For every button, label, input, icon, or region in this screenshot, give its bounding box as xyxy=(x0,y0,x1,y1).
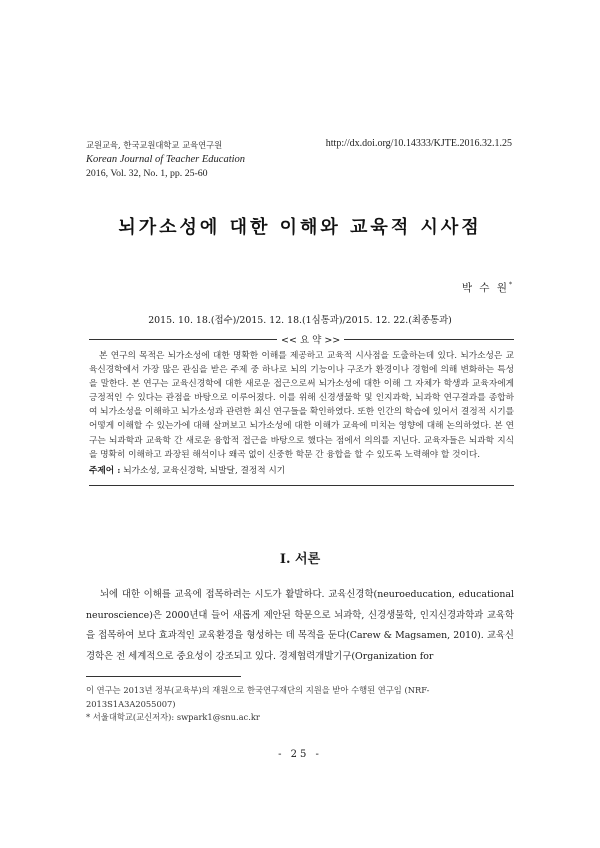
journal-name: Korean Journal of Teacher Education xyxy=(86,153,246,165)
abstract-heading: << 요 약 >> xyxy=(277,332,344,346)
body-paragraph: 뇌에 대한 이해를 교육에 접목하려는 시도가 활발하다. 교육신경학(neuroeducation, educational neuroscience)은 2000년대 들어 새롭게 제안된 학문으로 뇌과학, 신경생물학, 인지신경과학과 교육학을 접목하여 보다 효과적인 교육환경을 형성하는 데 목적을 둔다(Carew & Magsamen, 2010). 교육신경학은 전 세계적으로 중요성이 강조되고 있다. 경제협력개발기구(Organization for xyxy=(86,589,514,662)
submission-dates: 2015. 10. 18.(접수)/2015. 12. 18.(1심통과)/2015. 12. 22.(최종통과) xyxy=(148,315,452,326)
abstract-rule-bottom xyxy=(89,485,514,486)
author-line xyxy=(462,280,512,295)
abstract-text: 본 연구의 목적은 뇌가소성에 대한 명확한 이해를 제공하고 교육적 시사점을 도출하는데 있다. 뇌가소성은 교육신경학에서 가장 많은 관심을 받은 주제 중 하나로 뇌의 기능이나 구조가 환경이나 경험에 의해 변화하는 특성을 말한다. 본 연구는 교육신경학에 대한 새로운 접근으로써 뇌가소성에 대한 이해 그 자체가 학생과 교육자에게 긍정적인 수 있다는 관점을 바탕으로 이루어졌다. 이를 위해 신경생물학 및 인지과학, 뇌과학 연구결과를 종합하여 뇌가소성을 이해하고 뇌가소성과 관련한 최신 연구들을 확인하였다. 또한 인간의 학습에 있어서 결정적 시기를 어떻게 이해할 수 있는가에 대해 살펴보고 뇌가소성에 대한 이해가 교육에 미치는 영향에 대해 논의하였다. 본 연구는 뇌과학과 교육학 간 새로운 융합적 접근을 바탕으로 했다는 점에서 의의를 지닌다. 교육자들은 뇌과학 지식을 명확히 이해하고 과장된 해석이나 왜곡 없이 신중한 학문 간 융합을 할 수 있도록 노력해야 할 것이다. xyxy=(89,351,514,460)
section-heading: Ⅰ. 서론 xyxy=(279,552,321,567)
keywords-label: 주제어 : xyxy=(89,466,121,476)
footnotes xyxy=(86,684,516,725)
page-number: - 25 - xyxy=(278,749,322,760)
footnote-rule xyxy=(86,676,241,677)
funding-footnote: 이 연구는 2013년 정부(교육부)의 재원으로 한국연구재단의 지원을 받아 수행된 연구임 (NRF-2013S1A3A2055007) xyxy=(86,685,430,709)
paper-title: 뇌가소성에 대한 이해와 교육적 시사점 xyxy=(118,217,482,238)
body-text-block xyxy=(86,585,514,667)
author-footnote-mark: * xyxy=(509,281,512,289)
journal-header xyxy=(86,138,245,182)
keywords-line xyxy=(89,464,285,476)
publisher-line: 교원교육, 한국교원대학교 교육연구원 xyxy=(86,140,223,150)
abstract-body xyxy=(89,349,514,462)
keywords-value: 뇌가소성, 교육신경학, 뇌발달, 결정적 시기 xyxy=(123,466,286,476)
volume-info: 2016, Vol. 32, No. 1, pp. 25-60 xyxy=(86,168,208,179)
doi-link[interactable]: http://dx.doi.org/10.14333/KJTE.2016.32.1.25 xyxy=(325,138,512,149)
author-name: 박 수 원 xyxy=(461,282,509,294)
author-footnote: * 서울대학교(교신저자): swpark1@snu.ac.kr xyxy=(86,712,260,722)
